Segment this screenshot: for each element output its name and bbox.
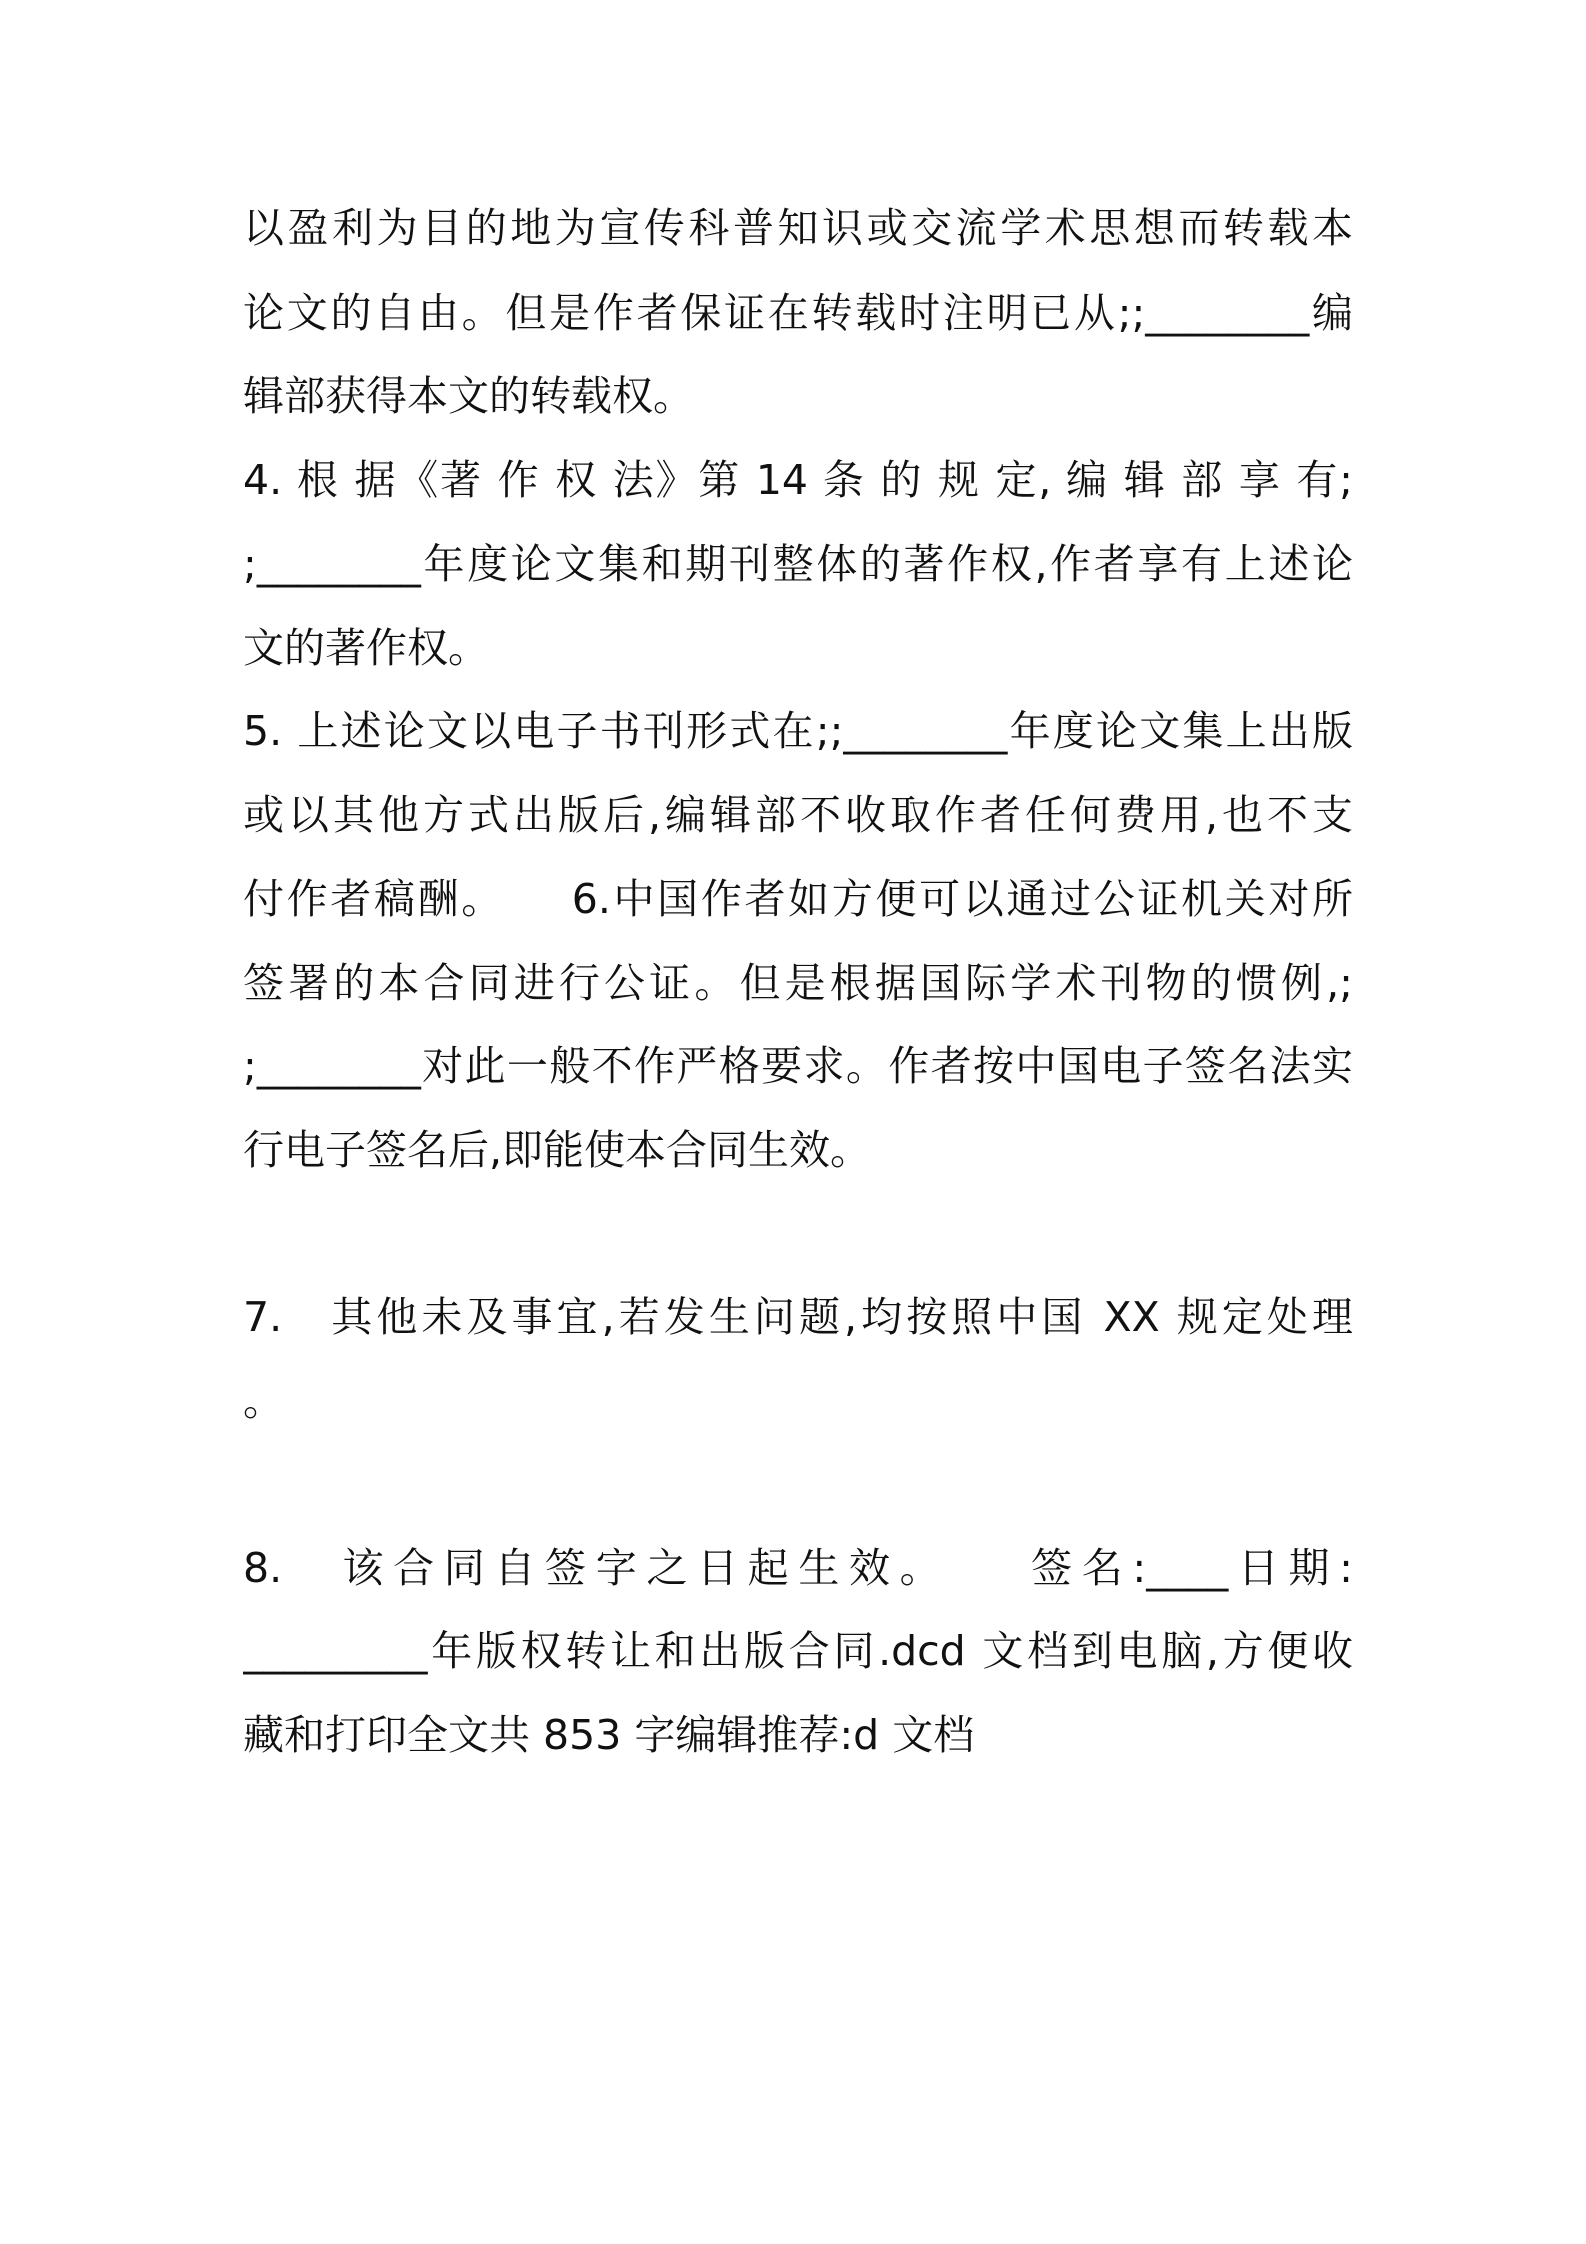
text-line: 行电子签名后,即能使本合同生效。 [243,1126,872,1174]
text-line: 藏和打印全文共 853 字编辑推荐:d 文档 [243,1711,975,1759]
text-line: ;________对此一般不作严格要求。作者按中国电子签名法实 [243,1042,1353,1090]
text-line: 论文的自由。但是作者保证在转载时注明已从;;________编 [243,289,1353,337]
text-line: 5. 上述论文以电子书刊形式在;;________年度论文集上出版 [243,707,1353,755]
text-line: 。 [243,1377,284,1425]
text-line: 7. 其他未及事宜,若发生问题,均按照中国 XX 规定处理 [243,1293,1353,1341]
text-line: ;________年度论文集和期刊整体的著作权,作者享有上述论 [243,540,1353,588]
text-line: 8. 该合同自签字之日起生效。 签名:____日期: [243,1544,1353,1592]
text-line: 签署的本合同进行公证。但是根据国际学术刊物的惯例,; [243,959,1353,1007]
text-line: _________年版权转让和出版合同.dcd 文档到电脑,方便收 [243,1627,1353,1675]
text-line: 以盈利为目的地为宣传科普知识或交流学术思想而转载本 [243,204,1353,252]
text-line: 4. 根 据《著 作 权 法》第 14 条 的 规 定, 编 辑 部 享 有; [243,456,1353,504]
text-line: 文的著作权。 [243,624,489,672]
text-line: 付作者稿酬。 6.中国作者如方便可以通过公证机关对所 [243,875,1353,923]
text-line: 或以其他方式出版后,编辑部不收取作者任何费用,也不支 [243,791,1353,839]
text-line: 辑部获得本文的转载权。 [243,372,694,420]
